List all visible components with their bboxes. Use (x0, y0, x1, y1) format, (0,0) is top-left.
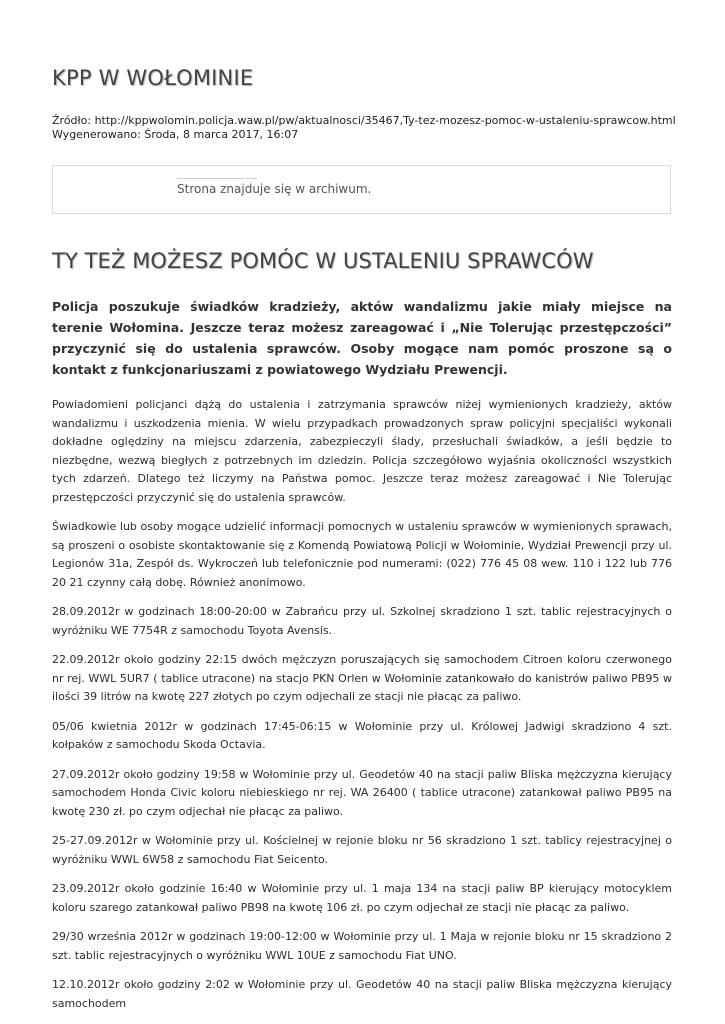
generated-line: Wygenerowano: Środa, 8 marca 2017, 16:07 (52, 128, 299, 141)
paragraph: 22.09.2012r około godziny 22:15 dwóch mężczyzn poruszających się samochodem Citroen koloru czerwonego nr rej. WWL 5UR7 ( tablice utracone) na stacjo PKN Orlen w Wołominie zatankowało do kanistrów paliwo PB95 w ilości 39 litrów na kwotę 227 złotych po czym odjechali ze stacji nie płacąc za paliwo. (52, 653, 672, 703)
paragraph: 23.09.2012r około godzinie 16:40 w Wołominie przy ul. 1 maja 134 na stacji paliw BP kierujący motocyklem koloru szarego zatankował paliwo PB98 na kwotę 106 zł. po czym odjechał ze stacji nie płacąc za paliwo. (52, 882, 672, 914)
paragraph: 12.10.2012r około godziny 2:02 w Wołominie przy ul. Geodetów 40 na stacji paliw Bliska mężczyzna kierujący samochodem (52, 978, 672, 1010)
archive-divider (177, 178, 257, 179)
paragraph: Powiadomieni policjanci dążą do ustalenia i zatrzymania sprawców niżej wymienionych kradzieży, aktów wandalizmu i uszkodzenia mienia. W wielu przypadkach prowadzonych spraw policyjni specjaliści wykonali dokładne oględziny na miejscu zdarzenia, zabezpieczyli ślady, przesłuchali świadków, a jeśli będzie to niezbędne, wezwą biegłych z potrzebnych im dziedzin. Policja szczegółowo wyjaśnia okoliczności wszystkich tych zdarzeń. Dlatego też liczymy na Państwa pomoc. Jeszcze teraz możesz zareagować i Nie Tolerując przestępczości przyczynić się do ustalenia sprawców. (52, 398, 672, 504)
paragraph: Świadkowie lub osoby mogące udzielić informacji pomocnych w ustaleniu sprawców w wymienionych sprawach, są proszeni o osobiste skontaktowanie się z Komendą Powiatową Policji w Wołominie, Wydział Prewencji przy ul. Legionów 31a, Zespół ds. Wykroczeń lub telefonicznie pod numerami: (022) 776 45 08 wew. 110 i 122 lub 776 20 21 czynny całą dobę. Również anonimowo. (52, 520, 672, 589)
archive-notice (52, 165, 671, 214)
source-line: Źródło: http://kppwolomin.policja.waw.pl/pw/aktualnosci/35467,Ty-tez-mozesz-pomoc-w-ustaleniu-sprawcow.html (52, 114, 676, 127)
article-title: TY TEŻ MOŻESZ POMÓC W USTALENIU SPRAWCÓW (52, 249, 594, 273)
article-lead: Policja poszukuje świadków kradzieży, aktów wandalizmu jakie miały miejsce na terenie Wołomina. Jeszcze teraz możesz zareagować i „Nie Tolerując przestępczości” przyczynić się do ustalenia sprawców. Osoby mogące nam pomóc proszone są o kontakt z funkcjonariuszami z powiatowego Wydziału Prewencji. (52, 299, 672, 377)
paragraph: 25-27.09.2012r w Wołominie przy ul. Kościelnej w rejonie bloku nr 56 skradziono 1 szt. tablicy rejestracyjnej o wyróżniku WWL 6W58 z samochodu Fiat Seicento. (52, 834, 672, 866)
paragraph: 29/30 września 2012r w godzinach 19:00-12:00 w Wołominie przy ul. 1 Maja w rejonie bloku nr 15 skradziono 2 szt. tablic rejestracyjnych o wyróżniku WWL 10UE z samochodu Fiat UNO. (52, 930, 672, 962)
document-meta (52, 114, 676, 142)
paragraph: 05/06 kwietnia 2012r w godzinach 17:45-06:15 w Wołominie przy ul. Królowej Jadwigi skradziono 4 szt. kołpaków z samochodu Skoda Octavia. (52, 719, 672, 751)
site-title: KPP W WOŁOMINIE (52, 66, 254, 90)
paragraph: 28.09.2012r w godzinach 18:00-20:00 w Zabrańcu przy ul. Szkolnej skradziono 1 szt. tablic rejestracyjnych o wyróżniku WE 7754R z samochodu Toyota Avensis. (52, 605, 672, 637)
archive-message: Strona znajduje się w archiwum. (177, 182, 372, 196)
paragraph: 27.09.2012r około godziny 19:58 w Wołominie przy ul. Geodetów 40 na stacji paliw Bliska mężczyzna kierujący samochodem Honda Civic koloru niebieskiego nr rej. WA 26400 ( tablice utracone) zatankował paliwo PB95 na kwotę 230 zł. po czym odjechał nie płacąc za paliwo. (52, 767, 672, 818)
article-body (52, 296, 672, 1024)
